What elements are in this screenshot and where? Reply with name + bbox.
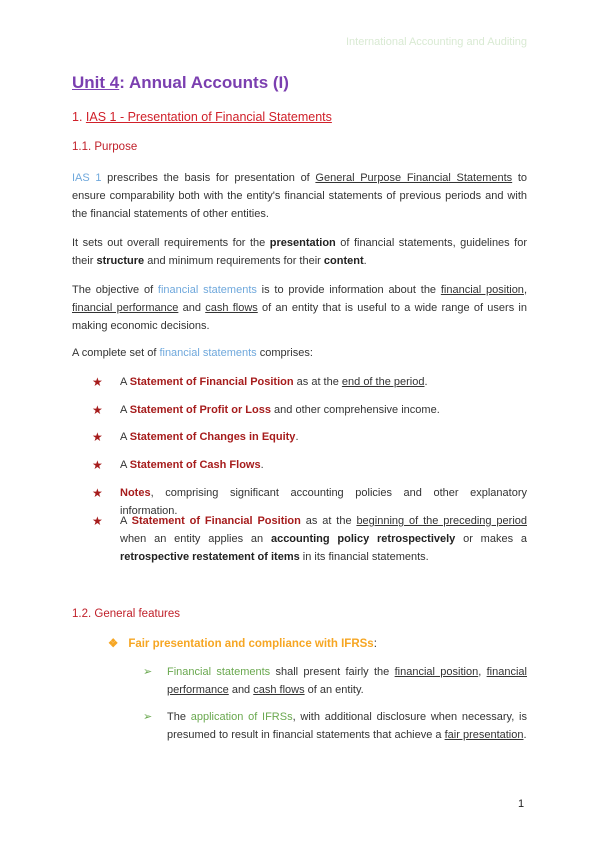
text: prescribes the basis for presentation of	[101, 172, 316, 184]
text: .	[424, 376, 428, 388]
text: A complete set of	[72, 347, 160, 359]
unit-label: Unit 4	[72, 73, 120, 92]
term: retrospective restatement of items	[120, 551, 300, 563]
term: financial statements	[157, 284, 257, 296]
arrow-bullet-icon: ➢	[143, 711, 153, 723]
star-bullet-icon: ★	[92, 403, 103, 417]
text: , with additional disclosure when necessary, is presumed to result in financial statements that achieve a	[167, 711, 528, 741]
term: beginning of the preceding period	[356, 515, 527, 527]
term: IAS 1	[72, 172, 102, 184]
text: A	[120, 515, 132, 527]
text: A	[120, 431, 130, 443]
title-text: : Annual Accounts (I)	[119, 73, 289, 92]
text: to ensure comparability both with the entity's financial statements of previous periods and with the financial statements of other entities.	[72, 172, 527, 220]
term: financial position	[394, 666, 479, 678]
list-item	[92, 401, 527, 419]
text: as at the	[293, 376, 342, 388]
term: Statement of Changes in Equity	[129, 431, 296, 443]
arrow-bullet-icon: ➢	[143, 666, 153, 678]
subsection-heading-purpose: 1.1. Purpose	[72, 141, 138, 153]
running-header: International Accounting and Auditing	[345, 36, 527, 48]
term: end of the period	[341, 376, 425, 388]
text: and other comprehensive income.	[270, 404, 440, 416]
term: Financial statements	[167, 666, 271, 678]
star-bullet-icon: ★	[92, 514, 103, 528]
text: is to provide information about the	[256, 284, 441, 296]
list-item	[92, 428, 527, 446]
text: .	[363, 255, 367, 267]
section-number: 1.	[72, 110, 86, 124]
term: structure	[96, 255, 145, 267]
text: .	[295, 431, 299, 443]
paragraph-ias1	[72, 169, 527, 223]
feature-title: Fair presentation and compliance with IFRSs	[128, 638, 374, 650]
text: A	[120, 459, 130, 471]
section-title: IAS 1 - Presentation of Financial Statements	[85, 110, 332, 124]
term: Statement of Cash Flows	[129, 459, 261, 471]
term: fair presentation	[444, 729, 524, 741]
text: .	[523, 729, 527, 741]
list-item	[92, 512, 527, 566]
list-item	[143, 708, 527, 744]
text: A	[120, 376, 130, 388]
text: of financial statements, guidelines for their	[72, 237, 528, 267]
star-bullet-icon: ★	[92, 375, 103, 389]
term: cash flows	[253, 684, 305, 696]
text: The objective of	[72, 284, 158, 296]
list-item	[92, 373, 527, 391]
list-item	[92, 456, 527, 474]
term: financial performance	[167, 666, 527, 696]
term: presentation	[269, 237, 336, 249]
text: or makes a	[455, 533, 527, 545]
page-title	[72, 73, 289, 93]
star-bullet-icon: ★	[92, 486, 103, 500]
page-number: 1	[518, 798, 525, 810]
term: cash flows	[205, 302, 258, 314]
list-item	[143, 663, 527, 699]
text: The	[167, 711, 191, 723]
subsection-heading-general-features: 1.2. General features	[72, 608, 181, 620]
term: Statement of Profit or Loss	[129, 404, 271, 416]
term: Statement of Financial Position	[129, 376, 294, 388]
text: and	[228, 684, 254, 696]
text: shall present fairly the	[270, 666, 395, 678]
text: when an entity applies an	[120, 533, 271, 545]
term: Notes	[120, 487, 151, 499]
paragraph-complete-set	[72, 344, 527, 362]
term: financial performance	[72, 302, 179, 314]
term: financial statements	[159, 347, 257, 359]
term: accounting policy retrospectively	[270, 533, 456, 545]
text: comprises:	[256, 347, 313, 359]
term: General Purpose Financial Statements	[315, 172, 513, 184]
feature-heading	[108, 636, 377, 650]
text: of an entity that is useful to a wide range of users in making economic decisions.	[72, 302, 527, 332]
text: .	[260, 459, 264, 471]
text: A	[120, 404, 130, 416]
text: and minimum requirements for their	[144, 255, 324, 267]
diamond-bullet-icon: ❖	[108, 638, 119, 650]
section-heading	[72, 110, 332, 124]
text: It sets out overall requirements for the	[72, 237, 270, 249]
text: in its financial statements.	[299, 551, 429, 563]
paragraph-requirements	[72, 234, 527, 270]
star-bullet-icon: ★	[92, 458, 103, 472]
term: application of IFRSs	[190, 711, 293, 723]
paragraph-objective	[72, 281, 527, 335]
term: financial position	[440, 284, 524, 296]
text: of an entity.	[304, 684, 364, 696]
text: ,	[523, 284, 527, 296]
term: Statement of Financial Position	[131, 515, 301, 527]
text: ,	[478, 666, 487, 678]
text: , comprising significant accounting policies and other explanatory information.	[120, 487, 527, 517]
text: :	[373, 638, 377, 650]
text: as at the	[300, 515, 357, 527]
term: content	[323, 255, 364, 267]
text: and	[178, 302, 206, 314]
star-bullet-icon: ★	[92, 430, 103, 444]
